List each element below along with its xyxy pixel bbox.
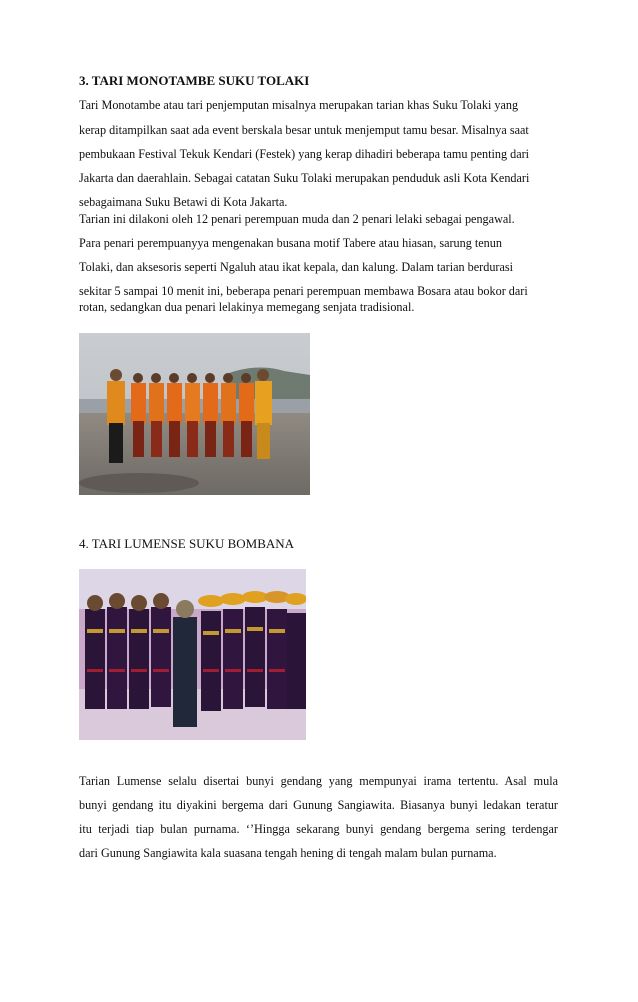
paragraph-line: Tari Monotambe atau tari penjemputan misalnya merupakan tarian khas Suku Tolaki yang bbox=[79, 98, 519, 112]
paragraph-line: Tarian ini dilakoni oleh 12 penari perempuan muda dan 2 penari lelaki sebagai pengawal. bbox=[79, 212, 515, 226]
monotambe-dancers-photo bbox=[79, 333, 310, 495]
paragraph-line: sekitar 5 sampai 10 menit ini, beberapa penari perempuan membawa Bosara atau bokor dari bbox=[79, 284, 528, 298]
paragraph-line: pembukaan Festival Tekuk Kendari (Festek) yang kerap dihadiri beberapa tamu penting dari bbox=[79, 147, 530, 161]
paragraph-line: itu terjadi tiap bulan purnama. ‘’Hingga sekarang bunyi gendang bergema sering terdengar bbox=[79, 822, 558, 836]
paragraph-line: rotan, sedangkan dua penari lelakinya memegang senjata tradisional. bbox=[79, 300, 415, 314]
paragraph-line: dari Gunung Sangiawita kala suasana tengah hening di tengah malam bulan purnama. bbox=[79, 846, 497, 860]
paragraph-line: kerap ditampilkan saat ada event berskala besar untuk menjemput tamu besar. Misalnya saat bbox=[79, 123, 529, 137]
paragraph-line: Jakarta dan daerahlain. Sebagai catatan Suku Tolaki merupakan penduduk asli Kota Kendari bbox=[79, 171, 530, 185]
paragraph-line: Tolaki, dan aksesoris seperti Ngaluh atau ikat kepala, dan kalung. Dalam tarian berdurasi bbox=[79, 260, 514, 274]
paragraph-line: Tarian Lumense selalu disertai bunyi gendang yang mempunyai irama tertentu. Asal mula bbox=[79, 774, 558, 788]
paragraph-line: bunyi gendang itu diyakini bergema dari Gunung Sangiawita. Biasanya bunyi ledakan teratur bbox=[79, 798, 558, 812]
section-4-heading: 4. TARI LUMENSE SUKU BOMBANA bbox=[79, 536, 295, 551]
section-3-heading: 3. TARI MONOTAMBE SUKU TOLAKI bbox=[79, 73, 310, 88]
paragraph-line: Para penari perempuanyya mengenakan busana motif Tabere atau hiasan, sarung tenun bbox=[79, 236, 502, 250]
paragraph-line: sebagaimana Suku Betawi di Kota Jakarta. bbox=[79, 195, 288, 209]
lumense-dancers-photo bbox=[79, 569, 306, 740]
